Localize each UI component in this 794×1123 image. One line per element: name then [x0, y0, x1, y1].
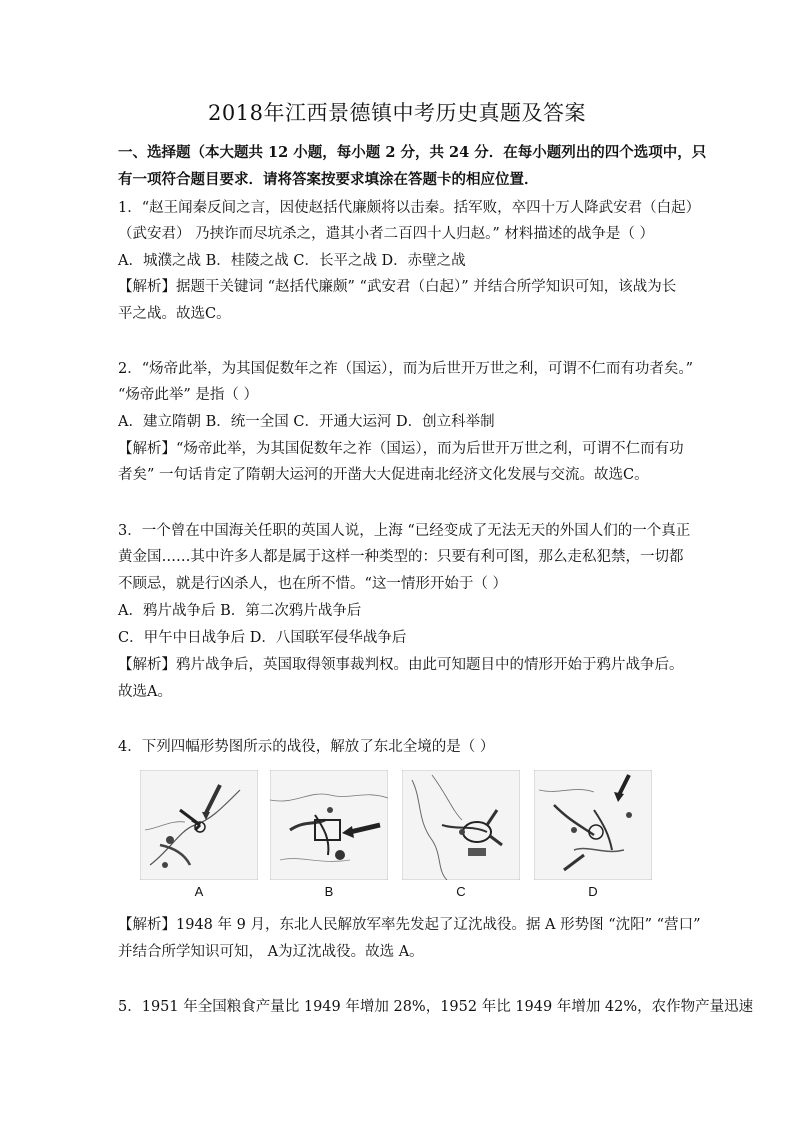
q3-options-line-2: C．甲午中日战争后 D．八国联军侵华战争后: [118, 630, 407, 646]
q2-stem-line-1: 2．“炀帝此举，为其国促数年之祚（国运），而为后世开万世之利，可谓不仁而有功者矣。”: [118, 361, 694, 377]
battle-maps-figure: [140, 770, 660, 902]
map-label-b: B: [324, 884, 334, 899]
q2-analysis-line-2: 者矣” 一句话肯定了隋朝大运河的开凿大大促进南北经济文化发展与交流。故选C。: [118, 467, 649, 483]
q1-options: A．城濮之战 B．桂陵之战 C．长平之战 D．赤壁之战: [118, 253, 466, 269]
section-header-line-1: 一、选择题（本大题共 12 小题，每小题 2 分，共 24 分．在每小题列出的四个选项中，只: [118, 144, 707, 161]
q4-analysis-line-1: 【解析】1948 年 9 月，东北人民解放军率先发起了辽沈战役。据 A 形势图 “沈阳” “营口”: [118, 917, 701, 933]
q3-options-line-1: A．鸦片战争后 B．第二次鸦片战争后: [118, 603, 362, 619]
map-label-c: C: [456, 884, 466, 899]
map-d: [534, 770, 652, 880]
section-header-line-2: 有一项符合题目要求．请将答案按要求填涂在答题卡的相应位置．: [118, 171, 539, 188]
q1-stem-line-1: 1．“赵王闻秦反间之言，因使赵括代廉颇将以击秦。括军败，卒四十万人降武安君（白起）: [118, 200, 701, 216]
map-label-d: D: [588, 884, 598, 899]
q4-analysis-line-2: 并结合所学知识可知， A为辽沈战役。故选 A。: [118, 944, 424, 960]
q3-stem-line-3: 不顾忌，就是行凶杀人，也在所不惜。“这一情形开始于（ ）: [118, 576, 508, 592]
q3-analysis-line-2: 故选A。: [118, 684, 172, 700]
q3-stem-line-1: 3．一个曾在中国海关任职的英国人说，上海 “已经变成了无法无天的外国人们的一个真正: [118, 523, 691, 539]
q1-stem-line-2: （武安君） 乃挟诈而尽坑杀之，遣其小者二百四十人归赵。” 材料描述的战争是（ ）: [118, 226, 654, 242]
q5-stem-line-1: 5．1951 年全国粮食产量比 1949 年增加 28%，1952 年比 1949 年增加 42%，农作物产量迅速: [118, 999, 754, 1015]
map-b: [270, 770, 388, 880]
page-title: 2018年江西景德镇中考历史真题及答案: [208, 101, 586, 125]
map-label-a: A: [194, 884, 204, 899]
q1-analysis-line-1: 【解析】据题干关键词 “赵括代廉颇” “武安君（白起）” 并结合所学知识可知，该战为长: [118, 279, 677, 295]
q3-analysis-line-1: 【解析】鸦片战争后，英国取得领事裁判权。由此可知题目中的情形开始于鸦片战争后。: [118, 657, 684, 673]
q2-stem-line-2: “炀帝此举” 是指（ ）: [118, 387, 259, 403]
q3-stem-line-2: 黄金国……其中许多人都是属于这样一种类型的：只要有利可图，那么走私犯禁，一切都: [118, 549, 684, 565]
map-c: [402, 770, 520, 880]
q2-analysis-line-1: 【解析】“炀帝此举，为其国促数年之祚（国运），而为后世开万世之利，可谓不仁而有功: [118, 441, 684, 457]
q2-options: A．建立隋朝 B．统一全国 C．开通大运河 D．创立科举制: [118, 414, 495, 430]
q1-analysis-line-2: 平之战。故选C。: [118, 306, 231, 322]
q4-stem: 4．下列四幅形势图所示的战役，解放了东北全境的是（ ）: [118, 739, 495, 755]
map-a: [140, 770, 258, 880]
